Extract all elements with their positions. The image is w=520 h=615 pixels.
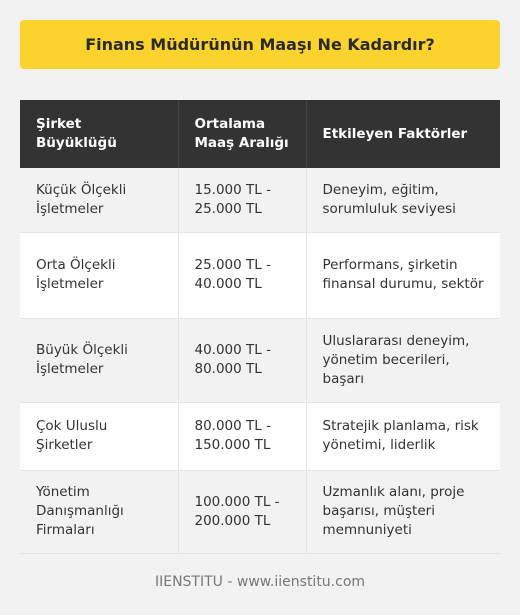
cell-factors: Deneyim, eğitim, sorumluluk seviyesi	[306, 168, 500, 232]
column-header-salary-range: Ortalama Maaş Aralığı	[178, 100, 306, 168]
table-row	[20, 470, 500, 553]
column-header-factors: Etkileyen Faktörler	[306, 100, 500, 168]
cell-company-size: Yönetim Danışmanlığı Firmaları	[20, 470, 178, 553]
cell-factors: Performans, şirketin finansal durumu, sektör	[306, 232, 500, 318]
cell-salary-range: 40.000 TL - 80.000 TL	[178, 318, 306, 402]
table-header-row	[20, 100, 500, 168]
table-row	[20, 318, 500, 402]
footer-credit: IIENSTITU - www.iienstitu.com	[154, 574, 366, 590]
cell-company-size: Çok Uluslu Şirketler	[20, 402, 178, 470]
cell-factors: Uzmanlık alanı, proje başarısı, müşteri memnuniyeti	[306, 470, 500, 553]
cell-factors: Stratejik planlama, risk yönetimi, liderlik	[306, 402, 500, 470]
table-row	[20, 232, 500, 318]
cell-salary-range: 100.000 TL - 200.000 TL	[178, 470, 306, 553]
table-row	[20, 402, 500, 470]
cell-salary-range: 15.000 TL - 25.000 TL	[178, 168, 306, 232]
table-row	[20, 168, 500, 232]
cell-company-size: Büyük Ölçekli İşletmeler	[20, 318, 178, 402]
cell-salary-range: 25.000 TL - 40.000 TL	[178, 232, 306, 318]
cell-company-size: Orta Ölçekli İşletmeler	[20, 232, 178, 318]
column-header-company-size: Şirket Büyüklüğü	[20, 100, 178, 168]
page-title: Finans Müdürünün Maaşı Ne Kadardır?	[20, 20, 500, 69]
cell-company-size: Küçük Ölçekli İşletmeler	[20, 168, 178, 232]
salary-table	[20, 100, 500, 554]
cell-factors: Uluslararası deneyim, yönetim becerileri, başarı	[306, 318, 500, 402]
cell-salary-range: 80.000 TL - 150.000 TL	[178, 402, 306, 470]
